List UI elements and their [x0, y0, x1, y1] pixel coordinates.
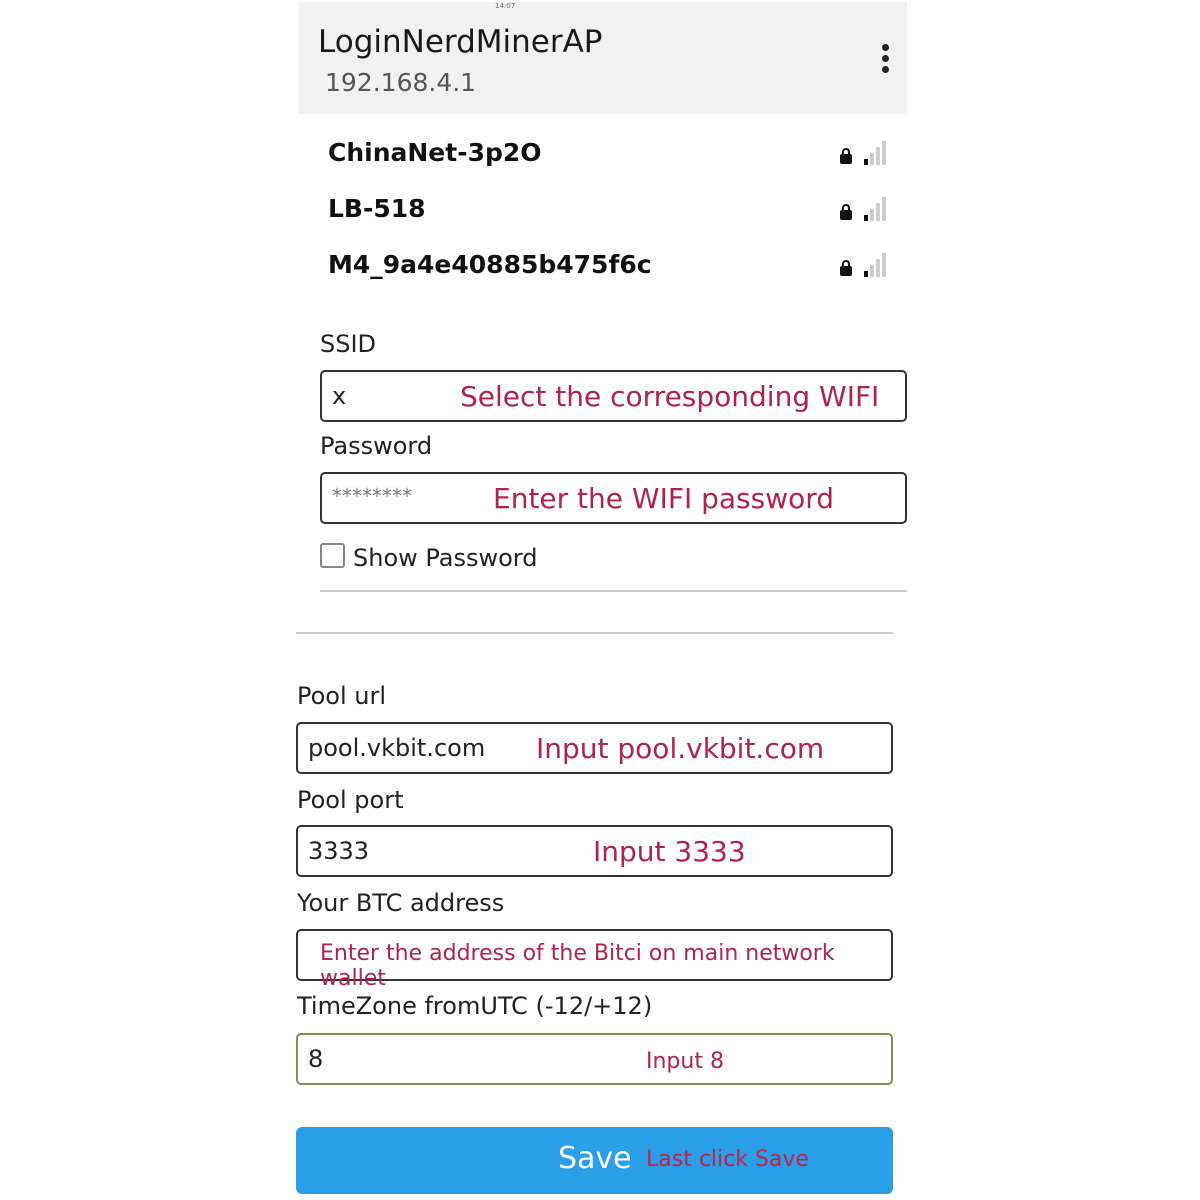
- ssid-input[interactable]: [320, 370, 907, 422]
- pool-port-label: Pool port: [297, 786, 404, 814]
- password-annotation: Enter the WIFI password: [493, 482, 835, 515]
- lock-icon: [840, 266, 852, 276]
- btc-address-annotation: Enter the address of the Bitci on main network wallet: [320, 941, 835, 991]
- timezone-label: TimeZone fromUTC (-12/+12): [297, 992, 653, 1020]
- btc-address-input[interactable]: [296, 929, 893, 991]
- show-password-label[interactable]: Show Password: [353, 544, 538, 572]
- network-ssid: ChinaNet-3p2O: [328, 138, 542, 167]
- show-password-checkbox[interactable]: [320, 543, 345, 568]
- app-header: [298, 2, 907, 114]
- timezone-annotation: Input 8: [646, 1049, 724, 1074]
- more-vertical-icon[interactable]: [882, 44, 892, 77]
- pool-port-value: 3333: [308, 837, 370, 865]
- status-text: 14:07: [495, 2, 516, 10]
- signal-bar: [876, 147, 880, 165]
- pool-url-value: pool.vkbit.com: [308, 734, 486, 762]
- password-input[interactable]: [320, 472, 907, 524]
- divider: [320, 590, 907, 592]
- ip-address: 192.168.4.1: [325, 68, 477, 97]
- password-label: Password: [320, 432, 433, 460]
- ssid-annotation: Select the corresponding WIFI: [460, 380, 880, 413]
- save-label: Save: [558, 1141, 632, 1176]
- pool-port-annotation: Input 3333: [593, 835, 746, 868]
- lock-icon: [840, 154, 852, 164]
- pool-url-annotation: Input pool.vkbit.com: [536, 732, 825, 765]
- save-annotation: Last click Save: [646, 1147, 809, 1172]
- signal-bar: [864, 215, 868, 221]
- pool-port-input[interactable]: [296, 825, 893, 877]
- network-ssid: M4_9a4e40885b475f6c: [328, 250, 652, 279]
- pool-url-input[interactable]: [296, 722, 893, 774]
- lock-icon: [840, 210, 852, 220]
- pool-url-label: Pool url: [297, 682, 387, 710]
- wifi-signal-icon: [864, 253, 890, 277]
- wifi-signal-icon: [864, 141, 890, 165]
- timezone-value: 8: [308, 1045, 324, 1073]
- signal-bar: [870, 265, 874, 277]
- signal-bar: [882, 253, 886, 277]
- wifi-signal-icon: [864, 197, 890, 221]
- signal-bar: [864, 159, 868, 165]
- signal-bar: [876, 203, 880, 221]
- signal-bar: [882, 197, 886, 221]
- btc-address-label: Your BTC address: [297, 889, 505, 917]
- signal-bar: [870, 209, 874, 221]
- signal-bar: [870, 153, 874, 165]
- signal-bar: [864, 271, 868, 277]
- network-ssid: LB-518: [328, 194, 426, 223]
- save-button[interactable]: [296, 1127, 893, 1194]
- ssid-value: x: [332, 382, 347, 410]
- ssid-label: SSID: [320, 330, 377, 358]
- password-value: ********: [332, 484, 412, 508]
- signal-bar: [876, 259, 880, 277]
- timezone-input[interactable]: [296, 1033, 893, 1085]
- divider: [296, 632, 893, 634]
- page-title: LoginNerdMinerAP: [318, 24, 603, 60]
- signal-bar: [882, 141, 886, 165]
